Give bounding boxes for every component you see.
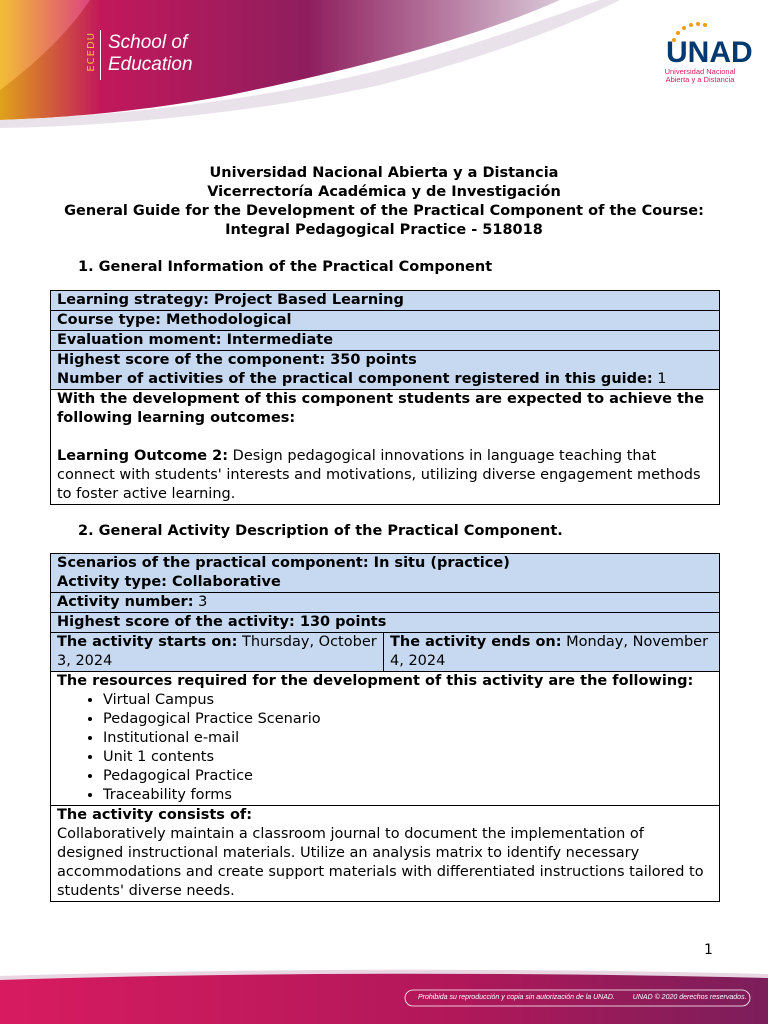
outcome-text: Design pedagogical innovations in language teaching that connect with students' interests and motivations, utilizing diverse engagement methods to foster active learning.	[57, 448, 701, 502]
header-divider	[100, 30, 101, 80]
activity-number-label: Activity number:	[57, 594, 194, 610]
title-line2: Vicerrectoría Académica y de Investigación	[207, 184, 561, 200]
page-number: 1	[704, 942, 713, 958]
evaluation-moment-cell: Evaluation moment: Intermediate	[51, 331, 720, 351]
ecedu-label: ECEDU	[86, 32, 97, 72]
footer-copyright: UNAD © 2020 derechos reservados.	[632, 994, 747, 1001]
unad-name	[648, 68, 752, 84]
num-activities-label: Number of activities of the practical component registered in this guide:	[57, 371, 653, 387]
ends-cell	[384, 633, 720, 672]
scenarios-type-cell	[51, 554, 720, 593]
title-line4: Integral Pedagogical Practice - 518018	[225, 222, 543, 238]
resource-item: • Traceability forms	[103, 786, 713, 805]
score-activities-cell	[51, 351, 720, 390]
resources-intro: The resources required for the development of this activity are the following:	[57, 673, 694, 689]
consists-label: The activity consists of:	[57, 807, 253, 823]
starts-label: The activity starts on:	[57, 634, 238, 650]
ends-value: Monday, November 4, 2024	[390, 634, 709, 669]
activity-number-cell	[51, 593, 720, 613]
unad-line1: Universidad Nacional	[664, 67, 736, 76]
school-line1: School of	[108, 32, 188, 53]
school-of-education-logo	[108, 32, 193, 76]
course-type-cell: Course type: Methodological	[51, 311, 720, 331]
title-line3: General Guide for the Development of the Practical Component of the Course:	[64, 203, 704, 219]
resource-item: • Pedagogical Practice Scenario	[103, 710, 713, 729]
unad-line2: Abierta y a Distancia	[665, 75, 735, 84]
consists-text: Collaboratively maintain a classroom journal to document the implementation of designed instructional materials. Utilize an analysis matrix to identify necessary accommodations and create support materials with differentiated instructions tailored to students' diverse needs.	[57, 826, 704, 899]
outcomes-intro: With the development of this component students are expected to achieve the following learning outcomes:	[57, 391, 705, 426]
footer-notice: Prohibida su reproducción y copia sin autorización de la UNAD.	[418, 994, 615, 1001]
footer-notes	[418, 994, 747, 1001]
learning-strategy-cell: Learning strategy: Project Based Learning	[51, 291, 720, 311]
ends-label: The activity ends on:	[390, 634, 562, 650]
activity-type: Activity type: Collaborative	[57, 574, 281, 590]
resources-cell	[51, 672, 720, 806]
activity-description-table	[50, 553, 720, 902]
scenarios: Scenarios of the practical component: In situ (practice)	[57, 555, 510, 571]
activity-score-cell: Highest score of the activity: 130 points	[51, 613, 720, 633]
outcome-label: Learning Outcome 2:	[57, 448, 229, 464]
unad-logo-text: UNAD	[666, 36, 753, 69]
resource-item: • Institutional e-mail	[103, 729, 713, 748]
activity-number-value: 3	[193, 594, 208, 610]
activity-consists-cell	[51, 806, 720, 902]
document-title	[40, 164, 728, 240]
learning-outcomes-cell	[51, 390, 720, 505]
school-line2: Education	[108, 54, 193, 75]
title-line1: Universidad Nacional Abierta y a Distancia	[209, 165, 559, 181]
resource-item: • Pedagogical Practice	[103, 767, 713, 786]
footer-banner	[0, 960, 768, 1024]
highest-score: Highest score of the component: 350 points	[57, 352, 417, 368]
resources-list	[57, 691, 713, 805]
general-info-table	[50, 290, 720, 505]
resource-item: • Unit 1 contents	[103, 748, 713, 767]
num-activities-value: 1	[652, 371, 667, 387]
resource-item: • Virtual Campus	[103, 691, 713, 710]
section2-heading: 2. General Activity Description of the Practical Component.	[78, 523, 563, 539]
starts-value: Thursday, October 3, 2024	[57, 634, 377, 669]
starts-cell	[51, 633, 384, 672]
section1-heading: 1. General Information of the Practical Component	[78, 259, 493, 275]
